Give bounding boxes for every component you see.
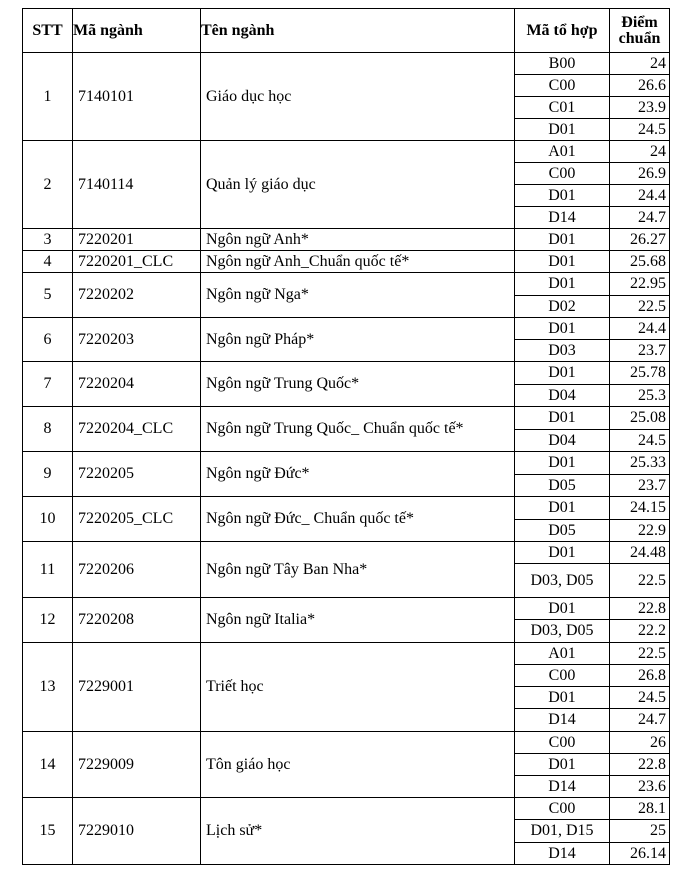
cell-diem-chuan: 24.7 <box>610 207 670 229</box>
table-row <box>23 452 670 475</box>
cell-stt: 4 <box>23 251 73 273</box>
table-row <box>23 598 670 620</box>
cell-ma-nganh: 7220201_CLC <box>73 251 201 273</box>
cell-ma-to-hop: B00 <box>515 53 610 75</box>
cell-diem-chuan: 22.9 <box>610 520 670 542</box>
cell-diem-chuan: 22.95 <box>610 273 670 296</box>
cell-diem-chuan: 25.68 <box>610 251 670 273</box>
cell-ma-to-hop: D01 <box>515 273 610 296</box>
cell-ma-nganh: 7140114 <box>73 141 201 229</box>
cell-stt: 9 <box>23 452 73 497</box>
table-row <box>23 53 670 75</box>
cell-ma-to-hop: D03, D05 <box>515 564 610 598</box>
table-row <box>23 362 670 385</box>
cell-ma-to-hop: D14 <box>515 709 610 732</box>
header-ma-to-hop: Mã tổ hợp <box>515 9 610 53</box>
table-row <box>23 542 670 564</box>
cell-ten-nganh: Ngôn ngữ Pháp* <box>201 318 515 362</box>
cell-diem-chuan: 26.8 <box>610 665 670 687</box>
header-row <box>23 9 670 53</box>
cell-diem-chuan: 24.4 <box>610 318 670 340</box>
cell-ma-nganh: 7220208 <box>73 598 201 643</box>
cell-diem-chuan: 26.27 <box>610 229 670 251</box>
header-ma-nganh: Mã ngành <box>73 9 201 53</box>
cell-ma-to-hop: D03 <box>515 340 610 362</box>
cell-ma-to-hop: D01 <box>515 318 610 340</box>
table-row <box>23 497 670 520</box>
cell-ma-to-hop: D01 <box>515 251 610 273</box>
cell-ma-to-hop: D05 <box>515 475 610 497</box>
cell-ten-nganh: Ngôn ngữ Italia* <box>201 598 515 643</box>
cell-ten-nganh: Triết học <box>201 643 515 732</box>
table-row <box>23 318 670 340</box>
table-row <box>23 643 670 665</box>
cell-ma-to-hop: D14 <box>515 776 610 798</box>
cell-ma-to-hop: D01 <box>515 542 610 564</box>
cell-ten-nganh: Ngôn ngữ Đức* <box>201 452 515 497</box>
table-row <box>23 141 670 163</box>
cell-ma-to-hop: A01 <box>515 141 610 163</box>
cell-diem-chuan: 23.7 <box>610 475 670 497</box>
admission-scores-table <box>22 8 670 865</box>
cell-diem-chuan: 23.6 <box>610 776 670 798</box>
cell-ma-to-hop: A01 <box>515 643 610 665</box>
header-diem-chuan <box>610 9 670 53</box>
cell-diem-chuan: 22.8 <box>610 754 670 776</box>
cell-ma-to-hop: D14 <box>515 843 610 865</box>
cell-ma-nganh: 7220201 <box>73 229 201 251</box>
cell-ma-to-hop: C00 <box>515 665 610 687</box>
table-row <box>23 732 670 754</box>
cell-stt: 13 <box>23 643 73 732</box>
cell-diem-chuan: 24.5 <box>610 430 670 452</box>
cell-diem-chuan: 26 <box>610 732 670 754</box>
table-header <box>23 9 670 53</box>
cell-ma-nganh: 7220204 <box>73 362 201 407</box>
cell-ma-to-hop: D01, D15 <box>515 820 610 843</box>
cell-ten-nganh: Ngôn ngữ Trung Quốc_ Chuẩn quốc tế* <box>201 407 515 452</box>
cell-ma-nganh: 7229001 <box>73 643 201 732</box>
cell-stt: 6 <box>23 318 73 362</box>
cell-stt: 10 <box>23 497 73 542</box>
cell-ma-to-hop: D01 <box>515 229 610 251</box>
cell-ten-nganh: Tôn giáo học <box>201 732 515 798</box>
cell-ma-nganh: 7229010 <box>73 798 201 865</box>
cell-ma-to-hop: D14 <box>515 207 610 229</box>
cell-diem-chuan: 26.9 <box>610 163 670 185</box>
cell-diem-chuan: 24.48 <box>610 542 670 564</box>
cell-ten-nganh: Ngôn ngữ Đức_ Chuẩn quốc tế* <box>201 497 515 542</box>
cell-ten-nganh: Ngôn ngữ Anh* <box>201 229 515 251</box>
cell-ma-to-hop: C00 <box>515 798 610 820</box>
cell-diem-chuan: 22.5 <box>610 564 670 598</box>
cell-ma-to-hop: D01 <box>515 452 610 475</box>
cell-ma-to-hop: D01 <box>515 598 610 620</box>
cell-diem-chuan: 24 <box>610 141 670 163</box>
table-row <box>23 273 670 296</box>
cell-ma-nganh: 7220202 <box>73 273 201 318</box>
cell-diem-chuan: 22.2 <box>610 620 670 643</box>
cell-diem-chuan: 25.3 <box>610 385 670 407</box>
cell-stt: 15 <box>23 798 73 865</box>
cell-ma-to-hop: C00 <box>515 732 610 754</box>
table-row <box>23 407 670 430</box>
cell-ten-nganh: Ngôn ngữ Anh_Chuẩn quốc tế* <box>201 251 515 273</box>
cell-ten-nganh: Ngôn ngữ Trung Quốc* <box>201 362 515 407</box>
cell-diem-chuan: 24.15 <box>610 497 670 520</box>
cell-diem-chuan: 24.7 <box>610 709 670 732</box>
cell-ma-nganh: 7220205 <box>73 452 201 497</box>
cell-diem-chuan: 28.1 <box>610 798 670 820</box>
cell-ma-to-hop: C01 <box>515 97 610 119</box>
cell-ma-nganh: 7220205_CLC <box>73 497 201 542</box>
cell-ma-to-hop: D05 <box>515 520 610 542</box>
cell-ten-nganh: Quản lý giáo dục <box>201 141 515 229</box>
cell-diem-chuan: 22.5 <box>610 296 670 318</box>
cell-diem-chuan: 24.5 <box>610 687 670 709</box>
cell-diem-chuan: 25.78 <box>610 362 670 385</box>
cell-stt: 5 <box>23 273 73 318</box>
cell-ma-to-hop: D02 <box>515 296 610 318</box>
cell-diem-chuan: 25 <box>610 820 670 843</box>
cell-ma-nganh: 7220206 <box>73 542 201 598</box>
cell-stt: 12 <box>23 598 73 643</box>
cell-stt: 2 <box>23 141 73 229</box>
cell-diem-chuan: 22.8 <box>610 598 670 620</box>
cell-diem-chuan: 25.33 <box>610 452 670 475</box>
cell-ma-to-hop: D01 <box>515 185 610 207</box>
cell-stt: 7 <box>23 362 73 407</box>
cell-ma-to-hop: D01 <box>515 362 610 385</box>
cell-diem-chuan: 23.9 <box>610 97 670 119</box>
cell-ma-to-hop: C00 <box>515 75 610 97</box>
cell-ten-nganh: Lịch sử* <box>201 798 515 865</box>
cell-stt: 14 <box>23 732 73 798</box>
header-ten-nganh: Tên ngành <box>201 9 515 53</box>
cell-diem-chuan: 24.4 <box>610 185 670 207</box>
table-row <box>23 251 670 273</box>
cell-ma-to-hop: D03, D05 <box>515 620 610 643</box>
cell-ma-to-hop: D04 <box>515 385 610 407</box>
header-diem-chuan-line1: Điểm <box>621 13 658 31</box>
table-row <box>23 798 670 820</box>
cell-ma-to-hop: D01 <box>515 687 610 709</box>
cell-stt: 3 <box>23 229 73 251</box>
cell-diem-chuan: 24.5 <box>610 119 670 141</box>
cell-ten-nganh: Ngôn ngữ Tây Ban Nha* <box>201 542 515 598</box>
cell-ma-nganh: 7140101 <box>73 53 201 141</box>
cell-ma-to-hop: D01 <box>515 754 610 776</box>
cell-diem-chuan: 26.6 <box>610 75 670 97</box>
cell-diem-chuan: 25.08 <box>610 407 670 430</box>
cell-stt: 1 <box>23 53 73 141</box>
cell-ma-nganh: 7220203 <box>73 318 201 362</box>
cell-ma-to-hop: D01 <box>515 497 610 520</box>
cell-ma-to-hop: D01 <box>515 119 610 141</box>
cell-ma-to-hop: D04 <box>515 430 610 452</box>
cell-ten-nganh: Giáo dục học <box>201 53 515 141</box>
table-body <box>23 53 670 865</box>
header-diem-chuan-line2: chuẩn <box>618 29 661 47</box>
cell-diem-chuan: 26.14 <box>610 843 670 865</box>
header-stt: STT <box>23 9 73 53</box>
cell-ma-nganh: 7220204_CLC <box>73 407 201 452</box>
cell-stt: 8 <box>23 407 73 452</box>
cell-diem-chuan: 22.5 <box>610 643 670 665</box>
cell-stt: 11 <box>23 542 73 598</box>
cell-diem-chuan: 23.7 <box>610 340 670 362</box>
cell-ten-nganh: Ngôn ngữ Nga* <box>201 273 515 318</box>
table-row <box>23 229 670 251</box>
cell-ma-to-hop: D01 <box>515 407 610 430</box>
cell-diem-chuan: 24 <box>610 53 670 75</box>
cell-ma-to-hop: C00 <box>515 163 610 185</box>
cell-ma-nganh: 7229009 <box>73 732 201 798</box>
